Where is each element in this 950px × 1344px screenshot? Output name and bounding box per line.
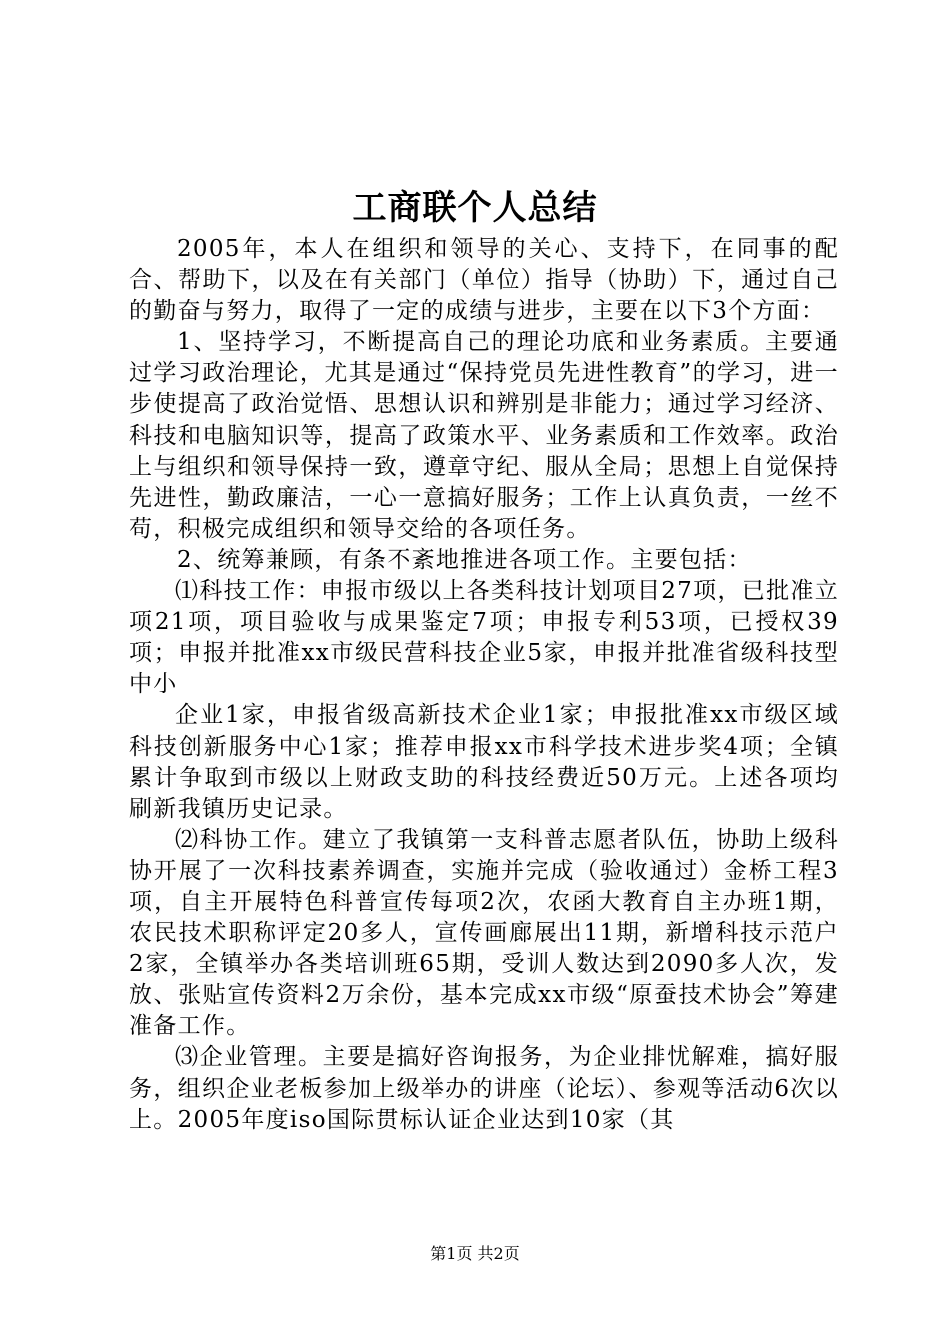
paragraph-section-2: 2、统筹兼顾，有条不紊地推进各项工作。主要包括： bbox=[177, 546, 752, 573]
page-indicator: 第1页 共2页 bbox=[430, 1244, 520, 1263]
paragraph-intro: 2005年，本人在组织和领导的关心、支持下，在同事的配合、帮助下，以及在有关部门（单位）指导（协助）下，通过自己的勤奋与努力，取得了一定的成绩与进步，主要在以下3个方面： bbox=[129, 236, 839, 325]
paragraph-item-science-association: ⑵科协工作。建立了我镇第一支科普志愿者队伍，协助上级科协开展了一次科技素养调查，实施并完成（验收通过）金桥工程3项，自主开展特色科普宣传每项2次，农函大教育自主办班1期，农民技术职称评定20多人，宣传画廊展出11期，新增科技示范户2家，全镇举办各类培训班65期，受训人数达到2090多人次，发放、张贴宣传资料2万余份，基本完成xx市级“原蚕技术协会”筹建准备工作。 bbox=[129, 826, 839, 1040]
paragraph-item-enterprise: ⑶企业管理。主要是搞好咨询报务，为企业排忧解难，搞好服务，组织企业老板参加上级举办的讲座（论坛）、参观等活动6次以上。2005年度iso国际贯标认证企业达到10家（其 bbox=[129, 1044, 839, 1133]
document-body bbox=[129, 234, 839, 1136]
document-title: 工商联个人总结 bbox=[352, 188, 598, 228]
paragraph-section-1: 1、坚持学习，不断提高自己的理论功底和业务素质。主要通过学习政治理论，尤其是通过“保持党员先进性教育”的学习，进一步使提高了政治觉悟、思想认识和辨别是非能力；通过学习经济、科技和电脑知识等，提高了政策水平、业务素质和工作效率。政治上与组织和领导保持一致，遵章守纪、服从全局；思想上自觉保持先进性，勤政廉洁，一心一意搞好服务；工作上认真负责，一丝不苟，积极完成组织和领导交给的各项任务。 bbox=[129, 329, 839, 542]
paragraph-item-tech-continued: 企业1家，申报省级高新技术企业1家；申报批准xx市级区域科技创新服务中心1家；推荐申报xx市科学技术进步奖4项；全镇累计争取到市级以上财政支助的科技经费近50万元。上述各项均刷新我镇历史记录。 bbox=[129, 702, 839, 822]
paragraph-item-tech: ⑴科技工作：申报市级以上各类科技计划项目27项，已批准立项21项，项目验收与成果鉴定7项；申报专利53项，已授权39项；申报并批准xx市级民营科技企业5家，申报并批准省级科技型中小 bbox=[129, 578, 839, 698]
